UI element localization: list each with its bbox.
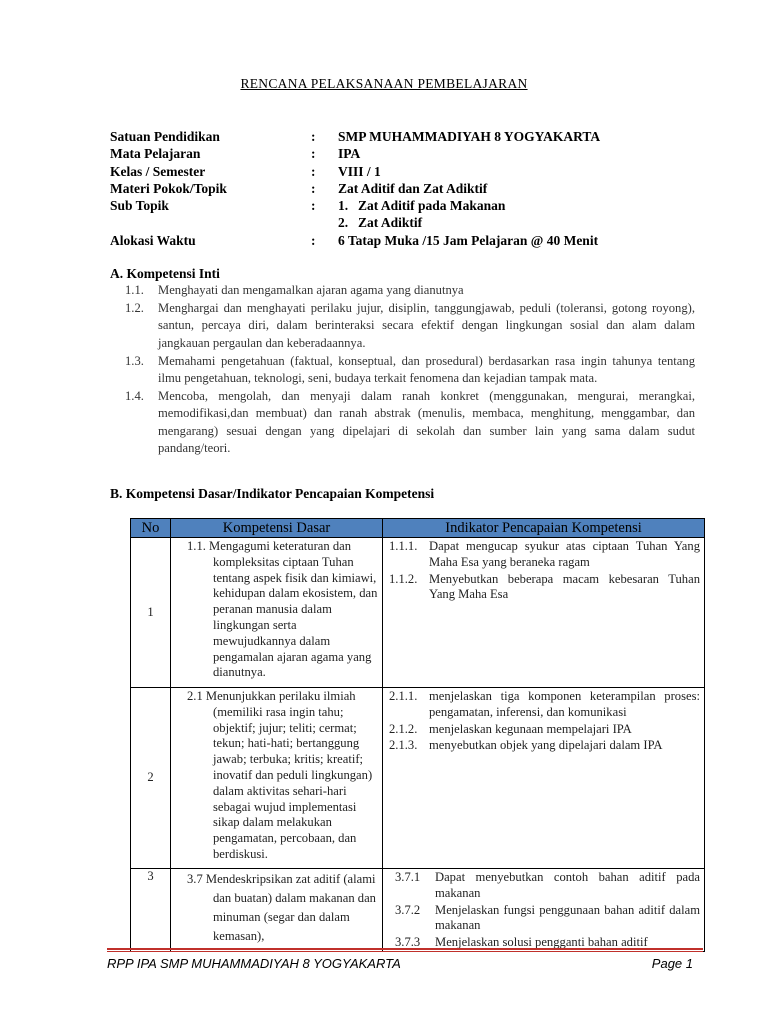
info-row-kelas bbox=[110, 163, 710, 180]
indicator-number: 2.1.2. bbox=[389, 721, 418, 736]
info-row-satuan bbox=[110, 128, 710, 145]
kd-cell bbox=[171, 869, 383, 952]
footer-rule-thin bbox=[107, 951, 703, 952]
list-item bbox=[125, 388, 695, 457]
footer-school: RPP IPA SMP MUHAMMADIYAH 8 YOGYAKARTA bbox=[107, 956, 401, 971]
info-label: Mata Pelajaran bbox=[110, 146, 201, 162]
info-colon: : bbox=[311, 163, 316, 179]
indicator-item bbox=[383, 571, 704, 604]
info-value bbox=[338, 197, 710, 214]
info-row-materi bbox=[110, 180, 710, 197]
indicator-text: Dapat menyebutkan contoh bahan aditif pada makanan bbox=[435, 870, 700, 900]
competency-table bbox=[130, 518, 705, 952]
info-value: IPA bbox=[338, 146, 361, 162]
row-number: 2 bbox=[131, 688, 171, 869]
header-indikator: Indikator Pencapaian Kompetensi bbox=[383, 519, 705, 538]
info-value: SMP MUHAMMADIYAH 8 YOGYAKARTA bbox=[338, 129, 601, 144]
kd-text: 1.1. Mengagumi keteraturan dan kompleksitas ciptaan Tuhan tentang aspek fisik dan kimiawi, kehidupan dalam ekosistem, dan peranan manusia dalam lingkungan serta mewujudkannya dalam pengamalan ajaran agama yang dianutnya. bbox=[187, 539, 378, 680]
list-item bbox=[125, 282, 695, 299]
indicator-text: menyebutkan objek yang dipelajari dalam IPA bbox=[429, 738, 663, 753]
info-colon: : bbox=[311, 146, 316, 162]
info-value bbox=[338, 214, 710, 231]
section-a-heading: A. Kompetensi Inti bbox=[110, 266, 220, 281]
indicator-text: Menjelaskan fungsi penggunaan bahan aditif dalam makanan bbox=[435, 902, 700, 933]
row-number: 3 bbox=[131, 869, 171, 952]
list-text: Menghargai dan menghayati perilaku jujur, disiplin, tanggungjawab, peduli (toleransi, gotong royong), santun, percaya diri, dalam berinteraksi secara efektif dengan lingkungan sosial dan alam dalam jangkauan pergaulan dan keberadaannya. bbox=[158, 301, 695, 350]
info-label: Kelas / Semester bbox=[110, 163, 206, 179]
indicator-item bbox=[383, 688, 704, 721]
indicator-cell bbox=[383, 688, 705, 869]
list-text: Memahami pengetahuan (faktual, konseptual, dan prosedural) berdasarkan rasa ingin tahunya tentang ilmu pengetahuan, teknologi, seni, budaya terkait fenomena dan kejadian tampak mata. bbox=[158, 353, 695, 386]
table-row bbox=[131, 688, 705, 869]
list-text: Menghayati dan mengamalkan ajaran agama yang dianutnya bbox=[158, 283, 464, 297]
info-block bbox=[110, 128, 710, 249]
list-number: 1.1. bbox=[125, 283, 144, 297]
subtopic-text: Zat Aditif pada Makanan bbox=[358, 198, 506, 214]
row-number: 1 bbox=[131, 538, 171, 688]
table-row bbox=[131, 869, 705, 952]
info-colon: : bbox=[311, 198, 316, 214]
indicator-item bbox=[383, 869, 704, 902]
indicator-number: 1.1.2. bbox=[389, 571, 418, 586]
info-row-alokasi bbox=[110, 232, 710, 249]
page-footer bbox=[107, 956, 693, 971]
section-b-heading: B. Kompetensi Dasar/Indikator Pencapaian Kompetensi bbox=[110, 486, 435, 501]
indicator-number: 3.7.1 bbox=[395, 870, 421, 884]
info-label: Sub Topik bbox=[110, 198, 169, 214]
document-title: RENCANA PELAKSANAAN PEMBELAJARAN bbox=[240, 76, 528, 91]
list-number: 1.3. bbox=[125, 353, 144, 368]
table-row bbox=[131, 538, 705, 688]
indicator-text: menjelaskan kegunaan mempelajari IPA bbox=[429, 721, 632, 736]
kd-cell bbox=[171, 688, 383, 869]
indicator-cell bbox=[383, 869, 705, 952]
indicator-text: Dapat mengucap syukur atas ciptaan Tuhan Yang Maha Esa yang beraneka ragam bbox=[429, 539, 700, 569]
footer-page-number: Page 1 bbox=[651, 956, 693, 971]
indicator-item bbox=[383, 902, 704, 935]
indicator-cell bbox=[383, 538, 705, 688]
subtopic-text: Zat Adiktif bbox=[358, 215, 423, 231]
footer-rule bbox=[107, 948, 703, 950]
indicator-item bbox=[383, 737, 704, 754]
table-header-row bbox=[131, 519, 705, 538]
indicator-number: 3.7.3 bbox=[395, 935, 421, 950]
indicator-number: 2.1.1. bbox=[389, 689, 418, 703]
info-label: Satuan Pendidikan bbox=[110, 129, 220, 144]
indicator-number: 1.1.1. bbox=[389, 539, 418, 553]
indicator-text: menjelaskan tiga komponen keterampilan proses: pengamatan, inferensi, dan komunikasi bbox=[429, 689, 700, 719]
kd-text: 2.1 Menunjukkan perilaku ilmiah (memiliki rasa ingin tahu; objektif; jujur; teliti; cermat; tekun; hati-hati; bertanggung jawab; terbuka; kritis; kreatif; inovatif dan peduli lingkungan) dalam aktivitas sehari-hari sebagai wujud implementasi sikap dalam melakukan pengamatan, percobaan, dan berdiskusi. bbox=[187, 689, 373, 861]
indicator-text: Menjelaskan solusi pengganti bahan aditif bbox=[435, 935, 648, 950]
list-item bbox=[125, 300, 695, 352]
info-label: Materi Pokok/Topik bbox=[110, 180, 227, 196]
info-row-mapel bbox=[110, 145, 710, 162]
subtopic-number: 2. bbox=[338, 215, 349, 231]
info-value: VIII / 1 bbox=[338, 163, 381, 179]
header-no: No bbox=[131, 519, 171, 538]
info-row-subtopik bbox=[110, 197, 710, 214]
list-number: 1.2. bbox=[125, 301, 144, 316]
info-colon: : bbox=[311, 129, 316, 144]
kd-cell bbox=[171, 538, 383, 688]
kd-text: 3.7 Mendeskripsikan zat aditif (alami dan buatan) dalam makanan dan minuman (segar dan dalam kemasan), bbox=[187, 872, 376, 943]
info-colon: : bbox=[311, 180, 316, 196]
info-value: Zat Aditif dan Zat Adiktif bbox=[338, 180, 488, 196]
info-value: 6 Tatap Muka /15 Jam Pelajaran @ 40 Menit bbox=[338, 232, 599, 248]
indicator-number: 3.7.2 bbox=[395, 902, 421, 917]
indicator-number: 2.1.3. bbox=[389, 738, 418, 753]
list-text: Mencoba, mengolah, dan menyaji dalam ranah konkret (menggunakan, mengurai, merangkai, memodifikasi,dan membuat) dan ranah abstrak (menulis, membaca, menghitung, menggambar, dan mengarang) sesuai dengan yang dipelajari di sekolah dan sumber lain yang sama dalam sudut pandang/teori. bbox=[158, 389, 695, 455]
subtopic-number: 1. bbox=[338, 198, 349, 214]
info-colon: : bbox=[311, 232, 316, 248]
indicator-item bbox=[383, 538, 704, 571]
list-item bbox=[125, 353, 695, 387]
kompetensi-inti-list bbox=[125, 282, 695, 458]
info-row-subtopik-2 bbox=[110, 214, 710, 231]
header-kompetensi-dasar: Kompetensi Dasar bbox=[171, 519, 383, 538]
indicator-text: Menyebutkan beberapa macam kebesaran Tuhan Yang Maha Esa bbox=[429, 571, 700, 602]
info-label: Alokasi Waktu bbox=[110, 232, 196, 248]
indicator-item bbox=[383, 721, 704, 738]
list-number: 1.4. bbox=[125, 389, 144, 404]
